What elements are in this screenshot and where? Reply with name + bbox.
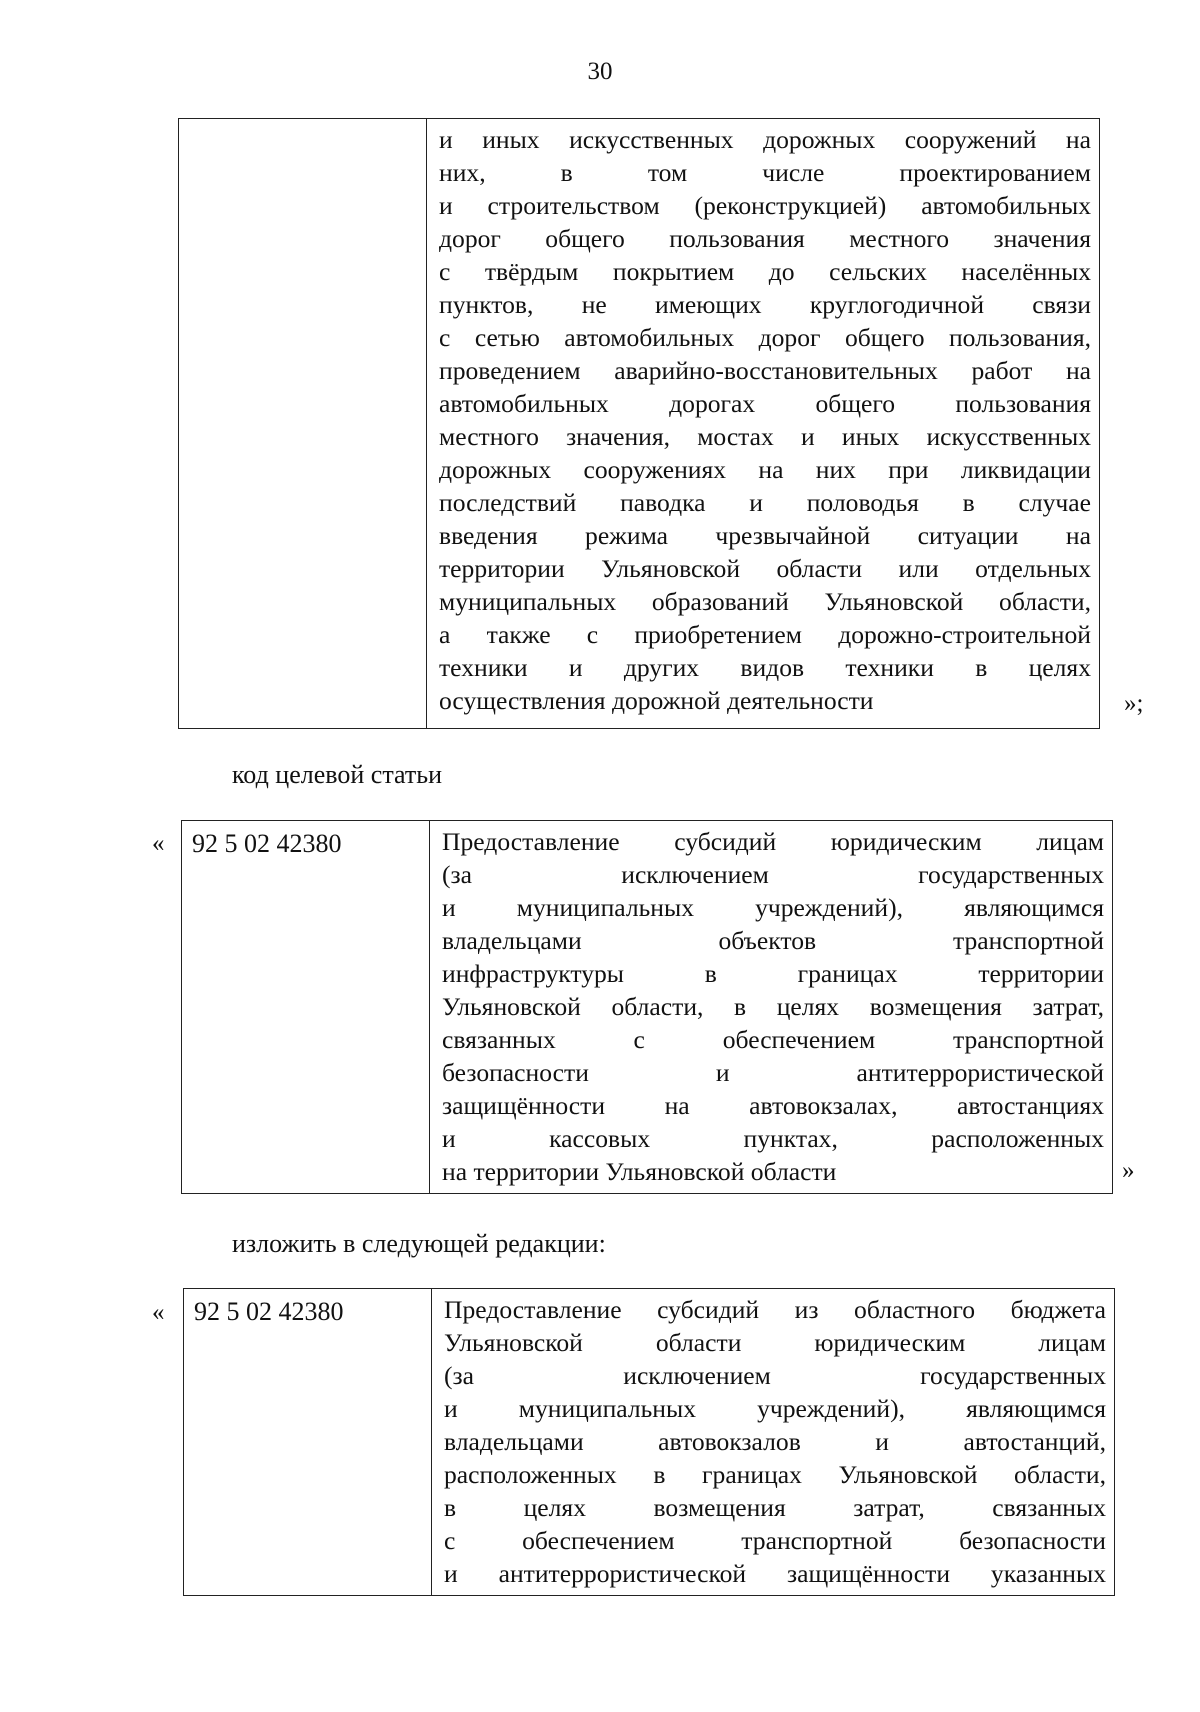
text-line: введения режима чрезвычайной ситуации на <box>439 521 1091 550</box>
text-line: проведением аварийно-восстановительных работ на <box>439 356 1091 385</box>
text-line: Предоставление субсидий из областного бюджета <box>444 1295 1106 1324</box>
text-line: дорожных сооружениях на них при ликвидации <box>439 455 1091 484</box>
text-line: дорог общего пользования местного значения <box>439 224 1091 253</box>
text-line: и антитеррористической защищённости указанных <box>444 1559 1106 1588</box>
code-cell: 92 5 02 42380 <box>184 1289 432 1595</box>
text-line: Ульяновской области, в целях возмещения затрат, <box>442 992 1104 1021</box>
opening-quote: « <box>152 1299 165 1326</box>
text-line: техники и других видов техники в целях <box>439 653 1091 682</box>
text-line: Предоставление субсидий юридическим лицам <box>442 827 1104 856</box>
text-line: последствий паводка и половодья в случае <box>439 488 1091 517</box>
description-cell <box>430 821 1112 1193</box>
text-line: с твёрдым покрытием до сельских населённых <box>439 257 1091 286</box>
text-line: и муниципальных учреждений), являющимся <box>444 1394 1106 1423</box>
text-line: с обеспечением транспортной безопасности <box>444 1526 1106 1555</box>
text-line: территории Ульяновской области или отдельных <box>439 554 1091 583</box>
text-line: и строительством (реконструкцией) автомобильных <box>439 191 1091 220</box>
text-line: и кассовых пунктах, расположенных <box>442 1124 1104 1153</box>
table-middle <box>181 820 1113 1194</box>
text-line: владельцами объектов транспортной <box>442 926 1104 955</box>
text-line: осуществления дорожной деятельности <box>439 686 874 715</box>
text-line: защищённости на автовокзалах, автостанциях <box>442 1091 1104 1120</box>
text-line: безопасности и антитеррористической <box>442 1058 1104 1087</box>
text-line: с сетью автомобильных дорог общего пользования, <box>439 323 1091 352</box>
code-label-paragraph: код целевой статьи <box>232 760 442 789</box>
text-line: владельцами автовокзалов и автостанций, <box>444 1427 1106 1456</box>
code-cell <box>179 119 427 728</box>
text-line: расположенных в границах Ульяновской области, <box>444 1460 1106 1489</box>
opening-quote: « <box>152 830 165 857</box>
restate-paragraph: изложить в следующей редакции: <box>232 1229 606 1258</box>
text-line: Ульяновской области юридическим лицам <box>444 1328 1106 1357</box>
table-bottom <box>183 1288 1115 1596</box>
text-line: (за исключением государственных <box>444 1361 1106 1390</box>
closing-quote: »; <box>1124 690 1144 717</box>
text-line: автомобильных дорогах общего пользования <box>439 389 1091 418</box>
text-line: на территории Ульяновской области <box>442 1157 837 1186</box>
text-line: а также с приобретением дорожно-строительной <box>439 620 1091 649</box>
code-cell: 92 5 02 42380 <box>182 821 430 1193</box>
text-line: местного значения, мостах и иных искусственных <box>439 422 1091 451</box>
text-line: (за исключением государственных <box>442 860 1104 889</box>
text-line: пунктов, не имеющих круглогодичной связи <box>439 290 1091 319</box>
text-line: связанных с обеспечением транспортной <box>442 1025 1104 1054</box>
description-cell <box>427 119 1099 728</box>
text-line: муниципальных образований Ульяновской области, <box>439 587 1091 616</box>
closing-quote: » <box>1122 1157 1135 1184</box>
description-cell <box>432 1289 1114 1595</box>
text-line: и иных искусственных дорожных сооружений на <box>439 125 1091 154</box>
page-number: 30 <box>587 58 613 85</box>
table-top <box>178 118 1100 729</box>
text-line: и муниципальных учреждений), являющимся <box>442 893 1104 922</box>
text-line: них, в том числе проектированием <box>439 158 1091 187</box>
text-line: в целях возмещения затрат, связанных <box>444 1493 1106 1522</box>
text-line: инфраструктуры в границах территории <box>442 959 1104 988</box>
